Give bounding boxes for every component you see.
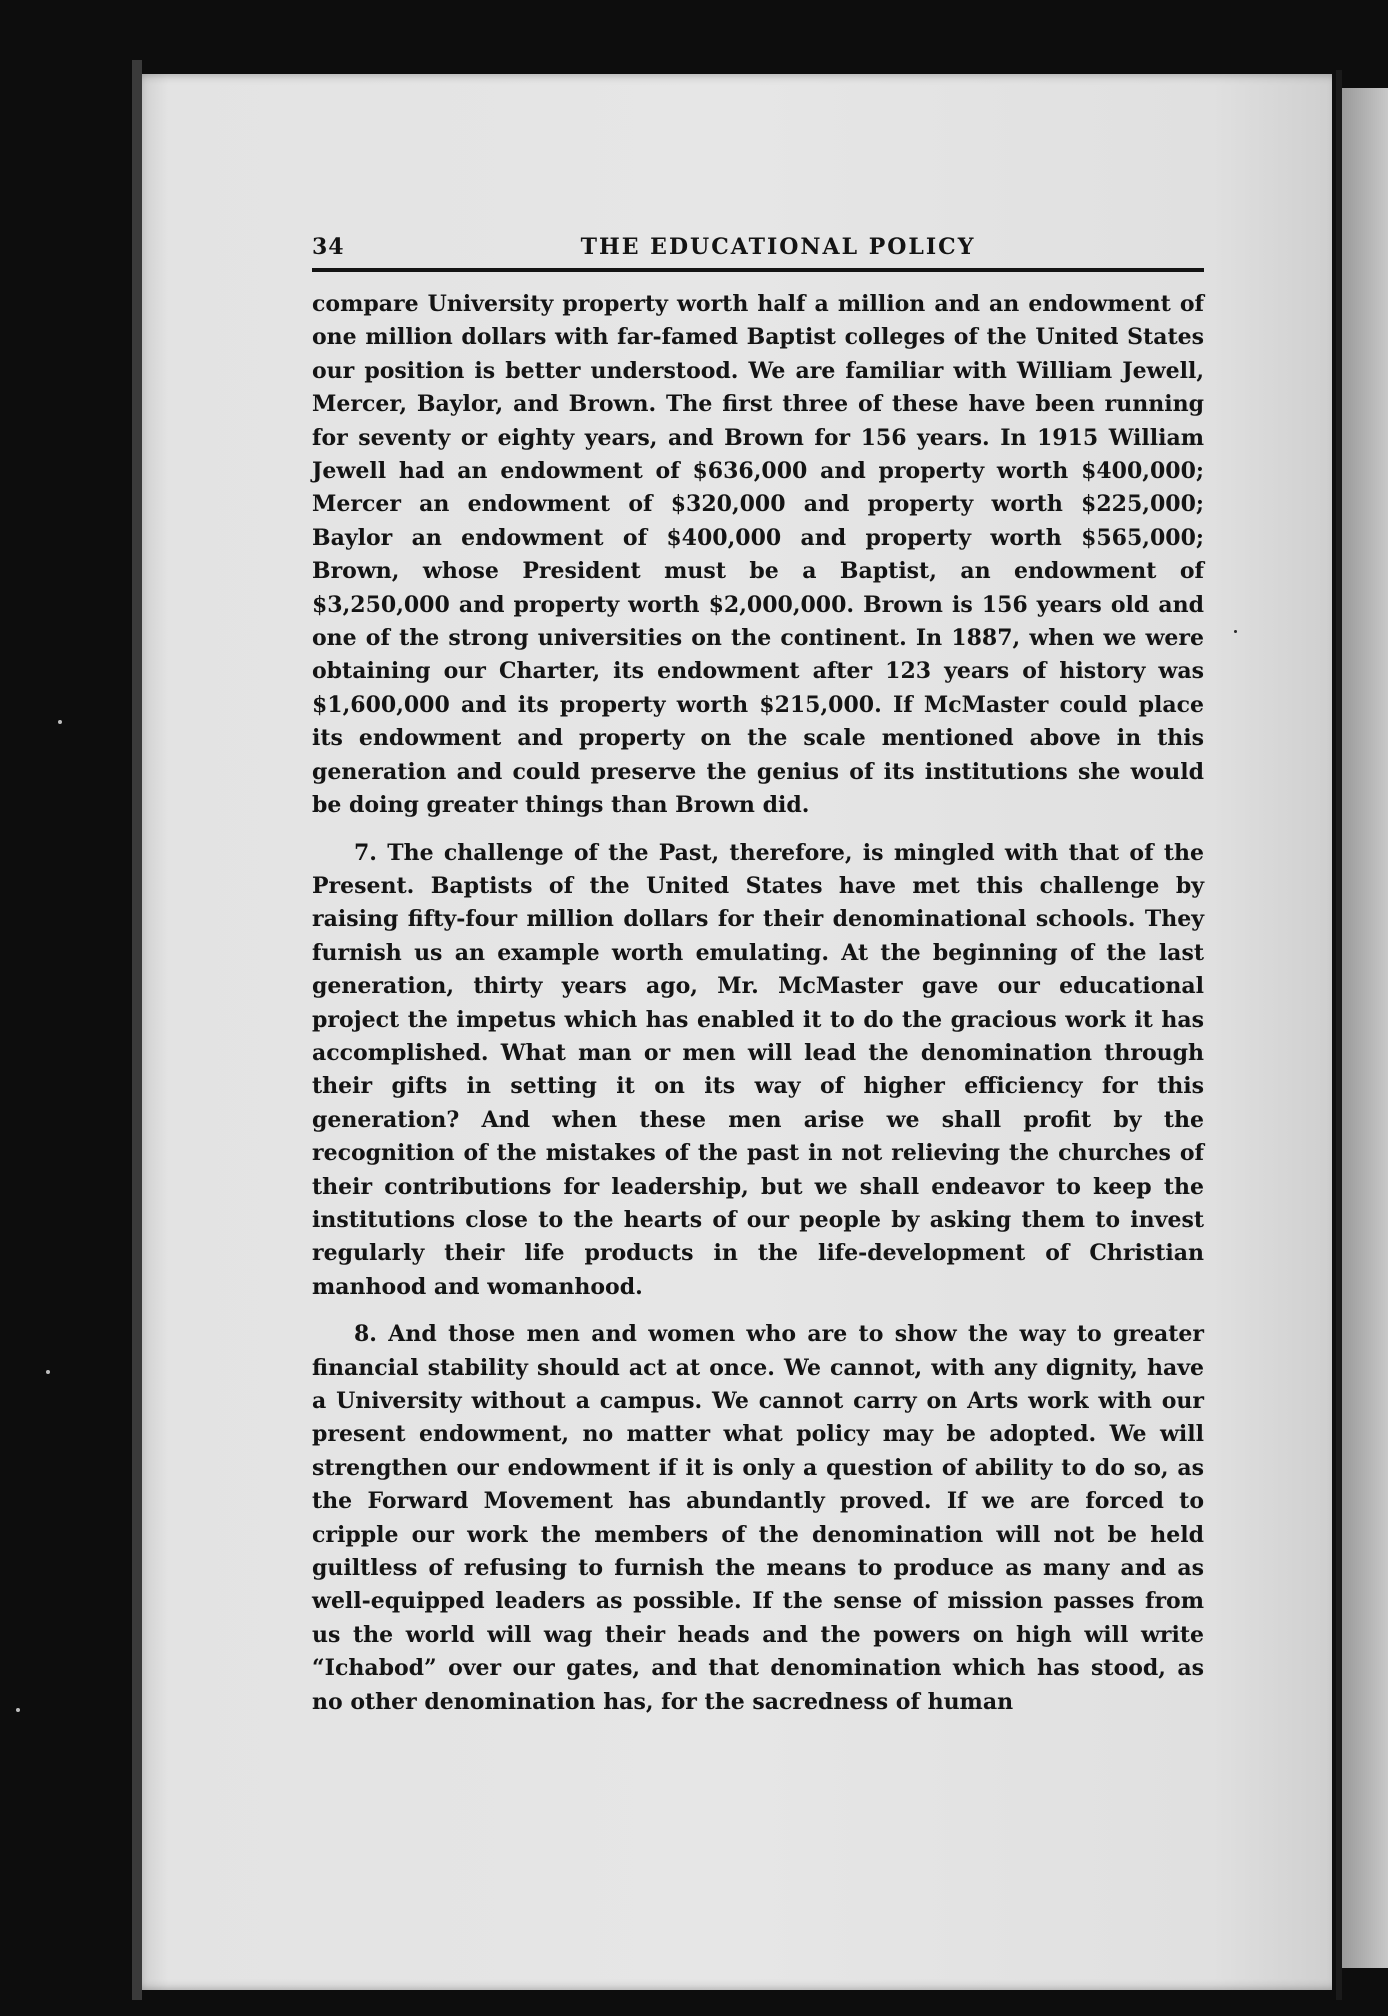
header-rule: [312, 268, 1204, 272]
scan-speck: [58, 720, 62, 724]
running-head: [312, 232, 1204, 272]
paragraph-continued: compare University property worth half a million and an endowment of one million dollars with far-famed Baptist colleges of the United States our position is better understood. We are familiar with William Jewell, Mercer, Baylor, and Brown. The first three of these have been running for seventy or eighty years, and Brown for 156 years. In 1915 William Jewell had an endowment of $636,000 and property worth $400,000; Mercer an endowment of $320,000 and property worth $225,000; Baylor an endowment of $400,000 and property worth $565,000; Brown, whose President must be a Baptist, an endowment of $3,250,000 and property worth $2,000,000. Brown is 156 years old and one of the strong universities on the continent. In 1887, when we were obtaining our Charter, its endowment after 123 years of history was $1,600,000 and its property worth $215,000. If McMaster could place its endowment and property on the scale mentioned above in this generation and could preserve the genius of its institutions she would be doing greater things than Brown did.: [312, 291, 1204, 819]
paragraph-8: 8. And those men and women who are to show the way to greater financial stability should act at once. We cannot, with any dignity, have a University without a campus. We cannot carry on Arts work with our present endowment, no matter what policy may be adopted. We will strengthen our endowment if it is only a question of ability to do so, as the Forward Movement has abundantly proved. If we are forced to cripple our work the members of the denomination will not be held guiltless of refusing to furnish the means to produce as many and as well-equipped leaders as possible. If the sense of mission passes from us the world will wag their heads and the powers on high will write “Ichabod” over our gates, and that denomination which has stood, as no other denomination has, for the sacredness of human: [312, 1321, 1204, 1715]
body-text: [312, 288, 1204, 1733]
page-number: 34: [312, 234, 345, 260]
scan-speck: [46, 1370, 50, 1374]
running-head-title: THE EDUCATIONAL POLICY: [580, 234, 976, 260]
paragraph-7: 7. The challenge of the Past, therefore, is mingled with that of the Present. Baptists of the United States have met this challenge by raising fifty-four million dollars for their denominational schools. They furnish us an example worth emulating. At the beginning of the last generation, thirty years ago, Mr. McMaster gave our educational project the impetus which has enabled it to do the gracious work it has accomplished. What man or men will lead the denomination through their gifts in setting it on its way of higher efficiency for this generation? And when these men arise we shall profit by the recognition of the mistakes of the past in not relieving the churches of their contributions for leadership, but we shall endeavor to keep the institutions close to the hearts of our people by asking them to invest regularly their life products in the life-development of Christian manhood and womanhood.: [312, 839, 1204, 1300]
facing-page-strip: [1342, 88, 1388, 1968]
scan-speck: [16, 1708, 20, 1712]
page-left-edge: [132, 60, 142, 2000]
scan-speck: [1234, 630, 1237, 633]
